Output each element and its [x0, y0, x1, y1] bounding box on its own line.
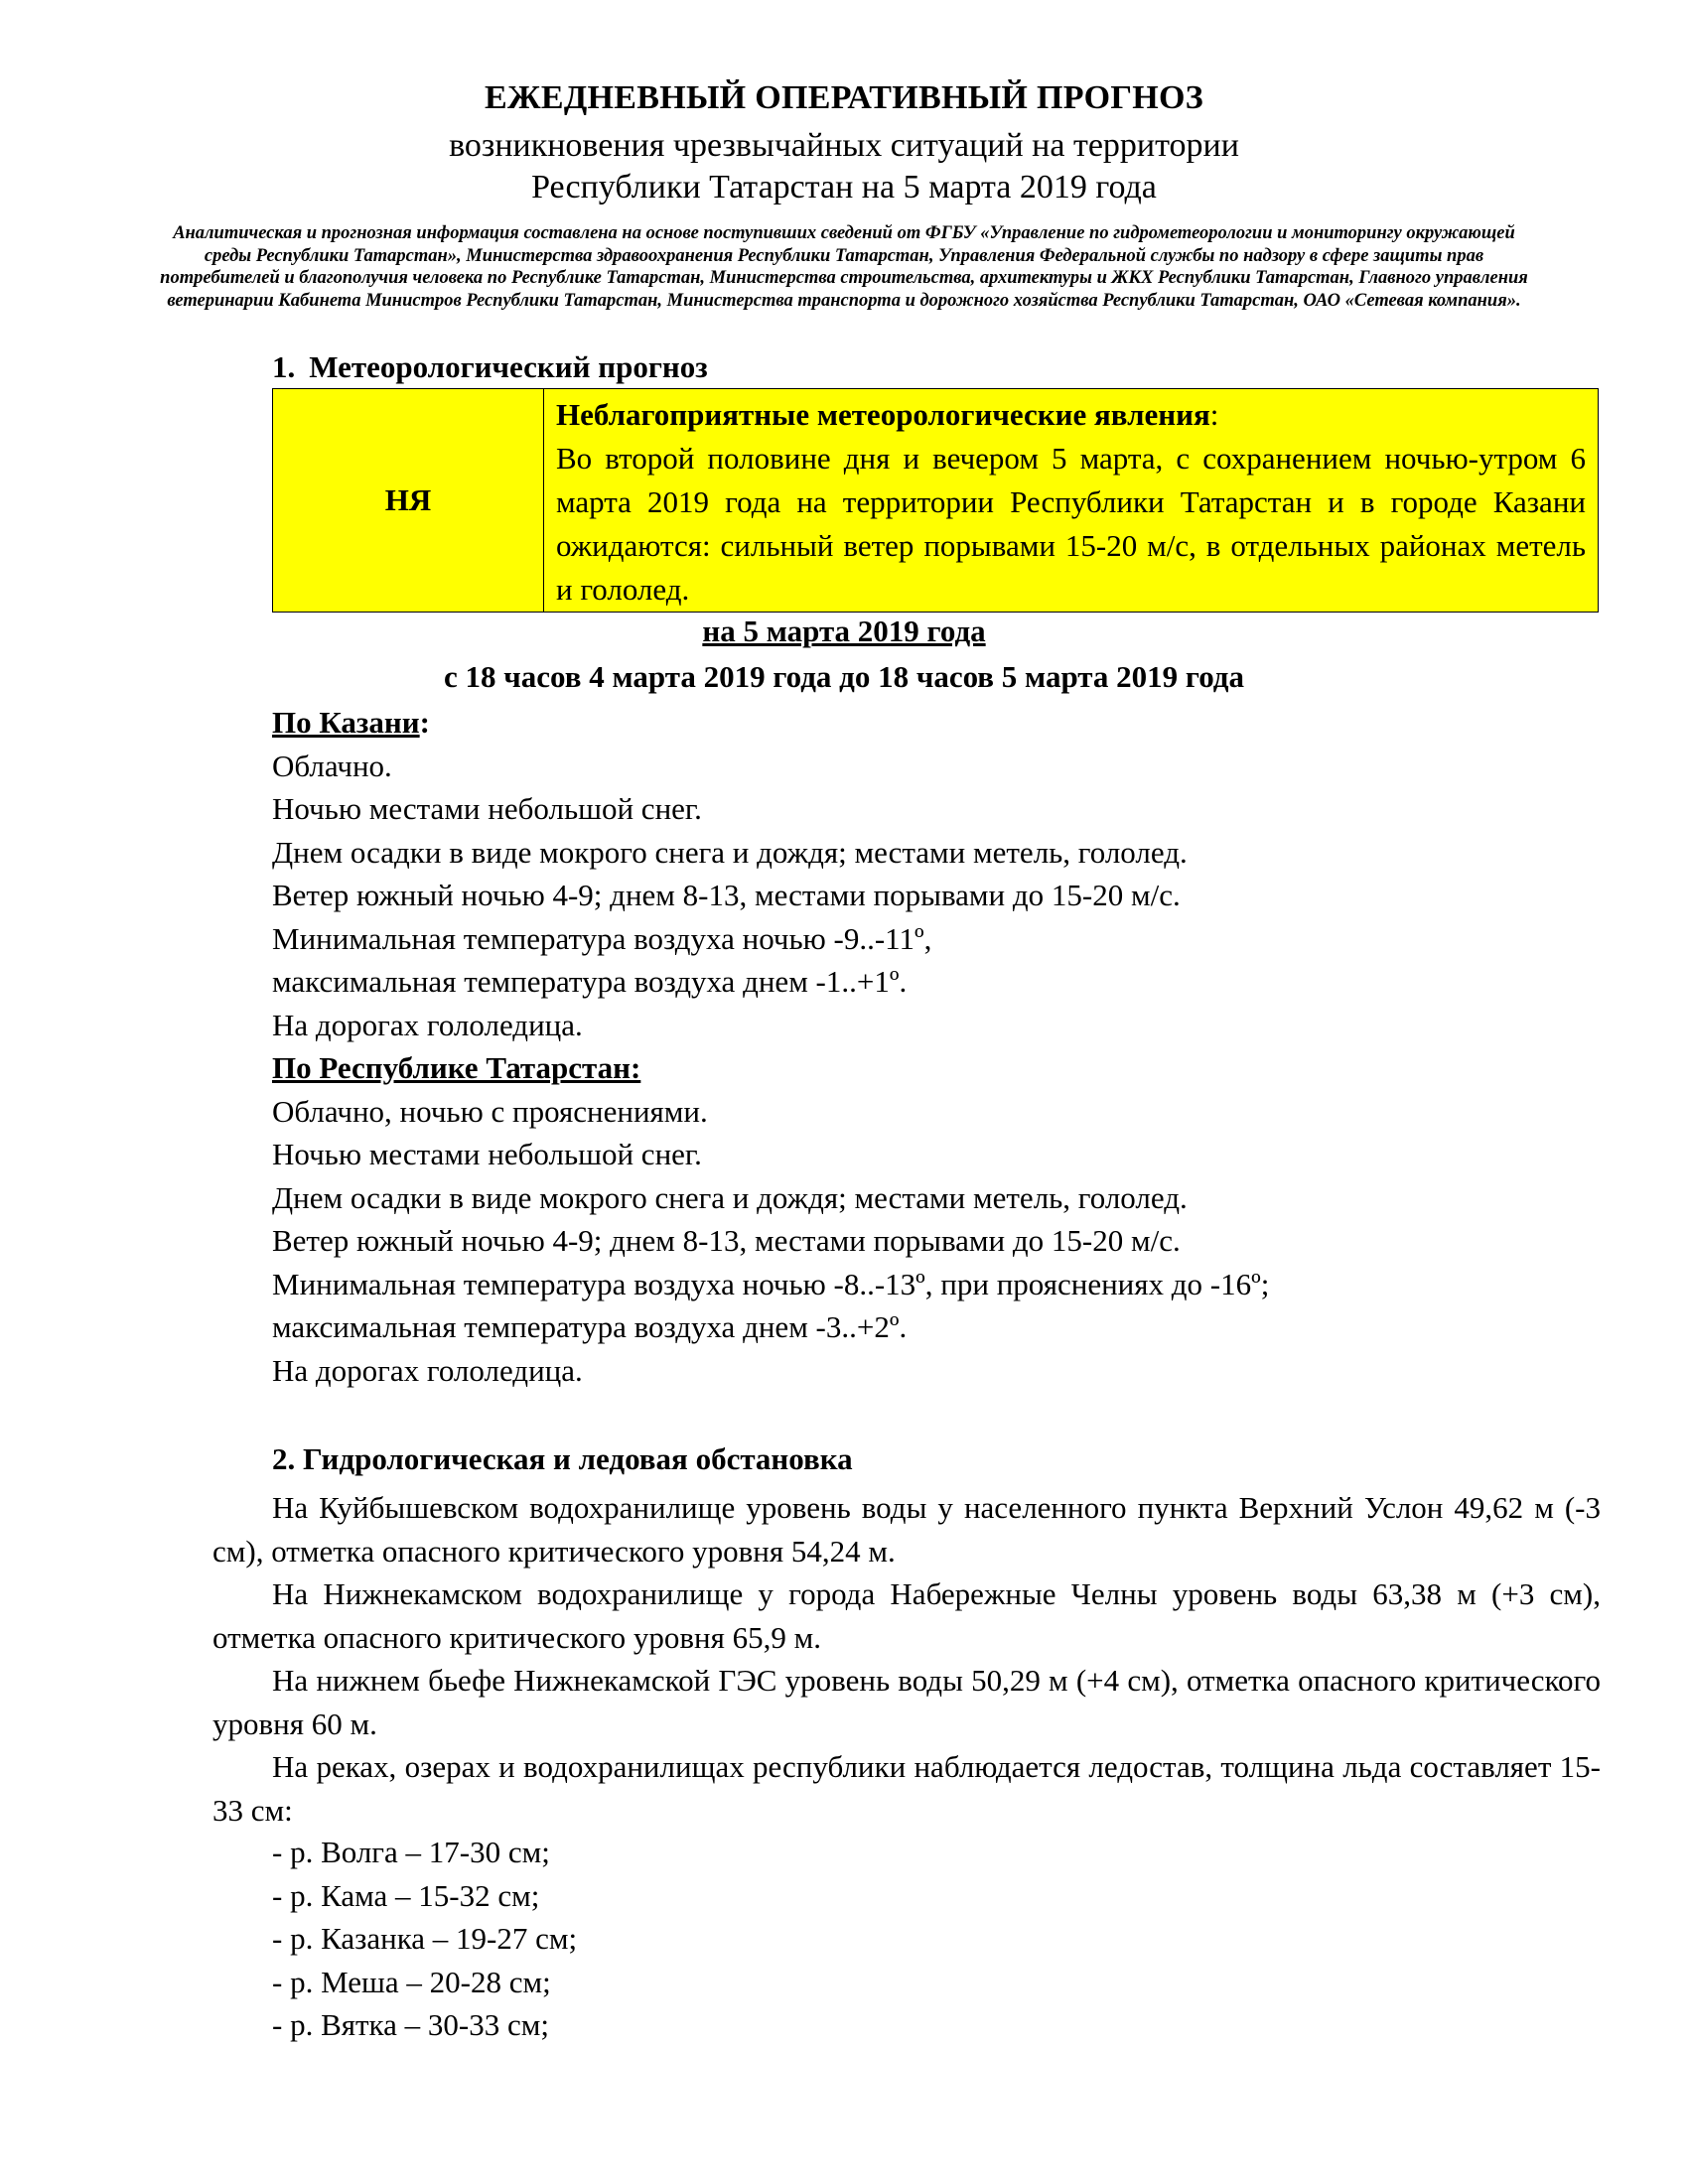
republic-line: Облачно, ночью с прояснениями.: [272, 1093, 708, 1129]
section2-heading: 2. Гидрологическая и ледовая обстановка: [272, 1441, 853, 1476]
river-item: - р. Волга – 17-30 см;: [272, 1835, 550, 1869]
river-ice-list: [272, 1831, 577, 2047]
alert-lead-colon: :: [1209, 397, 1219, 432]
document-subtitle-line2: Республики Татарстан на 5 марта 2019 года: [531, 169, 1157, 205]
hydro-paragraph: На Нижнекамском водохранилище у города Набережные Челны уровень воды 63,38 м (+3 см), отметка опасного критического уровня 65,9 м.: [212, 1576, 1601, 1655]
section1-title: Метеорологический прогноз: [309, 349, 708, 384]
section1-heading: [272, 349, 708, 385]
republic-forecast: [272, 1046, 1603, 1392]
kazan-line: Минимальная температура воздуха ночью -9..-11º,: [272, 920, 932, 956]
hydro-paragraphs: [212, 1486, 1601, 1832]
republic-line: Днем осадки в виде мокрого снега и дождя; местами метель, гололед.: [272, 1179, 1188, 1215]
hydro-paragraph: На реках, озерах и водохранилищах республики наблюдается ледостав, толщина льда составляет 15-33 см:: [212, 1749, 1601, 1828]
forecast-date: на 5 марта 2019 года: [702, 614, 986, 648]
kazan-heading-line: [272, 701, 1603, 745]
section1-number: 1.: [272, 349, 296, 384]
kazan-heading: По Казани: [272, 705, 420, 740]
alert-lead: Неблагоприятные метеорологические явления: [556, 397, 1210, 432]
alert-text-cell: [544, 389, 1599, 613]
kazan-line: максимальная температура воздуха днем -1..+1º.: [272, 964, 908, 999]
river-item: - р. Меша – 20-28 см;: [272, 1964, 551, 1999]
republic-heading: По Республике Татарстан:: [272, 1050, 641, 1085]
kazan-line: Днем осадки в виде мокрого снега и дождя; местами метель, гололед.: [272, 834, 1188, 870]
republic-line: На дорогах гололедица.: [272, 1352, 583, 1388]
kazan-line: Облачно.: [272, 748, 392, 783]
kazan-line: Ветер южный ночью 4-9; днем 8-13, местами порывами до 15-20 м/с.: [272, 878, 1181, 912]
intro-paragraph: Аналитическая и прогнозная информация составлена на основе поступивших сведений от ФГБУ «Управление по гидрометеорологии и мониторингу окружающей среды Республики Татарстан», Министерства здравоохранения Республики Татарстан, Управления Федеральной службы по надзору в сфере защиты прав потребителей и благополучия человека по Республике Татарстан, Министерства строительства, архитектуры и ЖКХ Республики Татарстан, Главного управления ветеринарии Кабинета Министров Республики Татарстан, Министерства транспорта и дорожного хозяйства Республики Татарстан, ОАО «Сетевая компания».: [160, 223, 1528, 311]
kazan-forecast: [272, 701, 1603, 1046]
alert-code: НЯ: [273, 389, 544, 613]
document-title: ЕЖЕДНЕВНЫЙ ОПЕРАТИВНЫЙ ПРОГНОЗ: [484, 79, 1203, 116]
river-item: - р. Казанка – 19-27 см;: [272, 1921, 578, 1956]
republic-line: максимальная температура воздуха днем -3..+2º.: [272, 1309, 908, 1344]
document-subtitle-line1: возникновения чрезвычайных ситуаций на территории: [449, 127, 1239, 164]
kazan-heading-colon: :: [419, 705, 430, 740]
alert-text: Во второй половине дня и вечером 5 марта, с сохранением ночью-утром 6 марта 2019 года на территории Республики Татарстан и в городе Казани ожидаются: сильный ветер порывами 15-20 м/с, в отдельных районах метель и гололед.: [556, 441, 1586, 607]
river-item: - р. Кама – 15-32 см;: [272, 1877, 540, 1913]
republic-line: Минимальная температура воздуха ночью -8..-13º, при прояснениях до -16º;: [272, 1266, 1270, 1301]
republic-line: Ночью местами небольшой снег.: [272, 1137, 702, 1171]
hydro-paragraph: На нижнем бьефе Нижнекамской ГЭС уровень воды 50,29 м (+4 см), отметка опасного критического уровня 60 м.: [212, 1663, 1601, 1741]
alert-table: [272, 388, 1599, 613]
forecast-period: с 18 часов 4 марта 2019 года до 18 часов 5 марта 2019 года: [444, 659, 1244, 694]
kazan-line: На дорогах гололедица.: [272, 1007, 583, 1042]
river-item: - р. Вятка – 30-33 см;: [272, 2007, 549, 2042]
hydro-paragraph: На Куйбышевском водохранилище уровень воды у населенного пункта Верхний Услон 49,62 м (-3 см), отметка опасного критического уровня 54,24 м.: [212, 1490, 1601, 1569]
kazan-line: Ночью местами небольшой снег.: [272, 791, 702, 826]
republic-line: Ветер южный ночью 4-9; днем 8-13, местами порывами до 15-20 м/с.: [272, 1223, 1181, 1258]
